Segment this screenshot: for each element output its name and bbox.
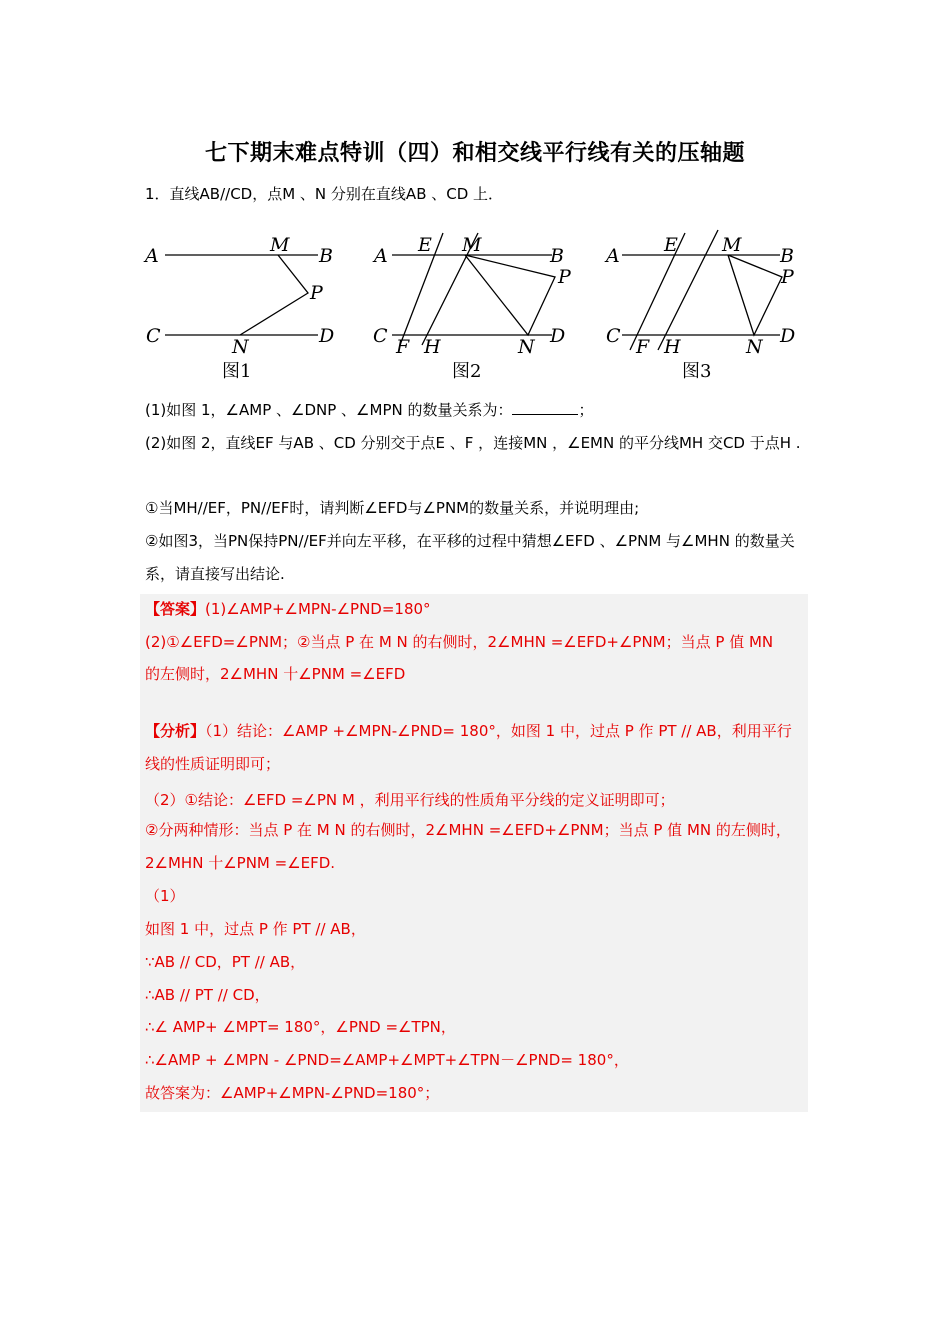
label-M: M [462, 234, 482, 256]
page-title: 七下期末难点特训（四）和相交线平行线有关的压轴题 [204, 141, 745, 166]
label-A: A [606, 245, 620, 267]
label-B: B [780, 245, 794, 267]
label-A: A [374, 245, 388, 267]
label-M: M [270, 234, 290, 256]
label-N: N [232, 336, 249, 358]
analysis-2: （2）①结论：∠EFD =∠PN M ，利用平行线的性质角平分线的定义证明即可； [145, 791, 675, 809]
label-D: D [550, 325, 566, 347]
label-P: P [781, 266, 794, 288]
question-part2-2: ②如图3，当PN保持PN//EF并向左平移，在平移的过程中猜想∠EFD 、∠PNM 与∠MHN 的数量关系，请直接写出结论. [145, 532, 795, 583]
solution-step-0: （1） [145, 887, 185, 905]
label-E: E [418, 234, 432, 256]
question-part2-1: ①当MH//EF，PN//EF时，请判断∠EFD与∠PNM的数量关系，并说明理由; [145, 499, 640, 517]
solution-step-2: ∵AB // CD，PT // AB， [145, 953, 306, 971]
label-P: P [310, 282, 323, 304]
caption-fig3: 图3 [682, 361, 712, 382]
label-H: H [424, 336, 441, 358]
label-H: H [664, 336, 681, 358]
analysis-1: 【分析】（1）结论：∠AMP +∠MPN-∠PND= 180°，如图 1 中，过点 P 作 PT // AB，利用平行线的性质证明即可； [145, 722, 792, 773]
label-D: D [319, 325, 335, 347]
label-C: C [373, 325, 388, 347]
label-P: P [558, 266, 571, 288]
answer-blank[interactable] [512, 400, 578, 415]
caption-fig2: 图2 [452, 361, 482, 382]
solution-step-5: ∴∠AMP + ∠MPN - ∠PND=∠AMP+∠MPT+∠TPN－∠PND= 180°， [145, 1051, 629, 1069]
solution-step-3: ∴AB // PT // CD， [145, 986, 270, 1004]
question-part1: (1)如图 1，∠AMP 、∠DNP 、∠MPN 的数量关系为： ； [145, 401, 594, 419]
label-N: N [746, 336, 763, 358]
label-F: F [396, 336, 410, 358]
label-N: N [518, 336, 535, 358]
solution-step-6: 故答案为：∠AMP+∠MPN-∠PND=180°； [145, 1084, 440, 1102]
analysis-3: ②分两种情形：当点 P 在 M N 的右侧时，2∠MHN =∠EFD+∠PNM；当点 P 值 MN 的左侧时，2∠MHN 十∠PNM =∠EFD. [145, 821, 791, 872]
answer-line-2: (2)①∠EFD=∠PNM；②当点 P 在 M N 的右侧时，2∠MHN =∠EFD+∠PNM；当点 P 值 MN [145, 633, 774, 651]
label-E: E [664, 234, 678, 256]
label-B: B [319, 245, 333, 267]
solution-step-4: ∴∠ AMP+ ∠MPT= 180°，∠PND =∠TPN， [145, 1018, 456, 1036]
answer-line-3: 的左侧时，2∠MHN 十∠PNM =∠EFD [145, 665, 406, 683]
label-M: M [722, 234, 742, 256]
answer-line-1: 【答案】(1)∠AMP+∠MPN-∠PND=180° [145, 600, 431, 618]
label-F: F [636, 336, 650, 358]
caption-fig1: 图1 [222, 361, 252, 382]
answer-box [140, 594, 808, 1112]
label-A: A [145, 245, 159, 267]
question-part2: (2)如图 2，直线EF 与AB 、CD 分别交于点E 、F ，连接MN ，∠EMN 的平分线MH 交CD 于点H . [145, 434, 801, 452]
geometry-figures [140, 225, 820, 395]
label-C: C [146, 325, 161, 347]
figures [140, 225, 820, 395]
label-C: C [606, 325, 621, 347]
question-intro: 1．直线AB//CD，点M 、N 分别在直线AB 、CD 上． [145, 185, 504, 203]
label-B: B [550, 245, 564, 267]
solution-step-1: 如图 1 中，过点 P 作 PT // AB， [145, 920, 366, 938]
label-D: D [780, 325, 796, 347]
